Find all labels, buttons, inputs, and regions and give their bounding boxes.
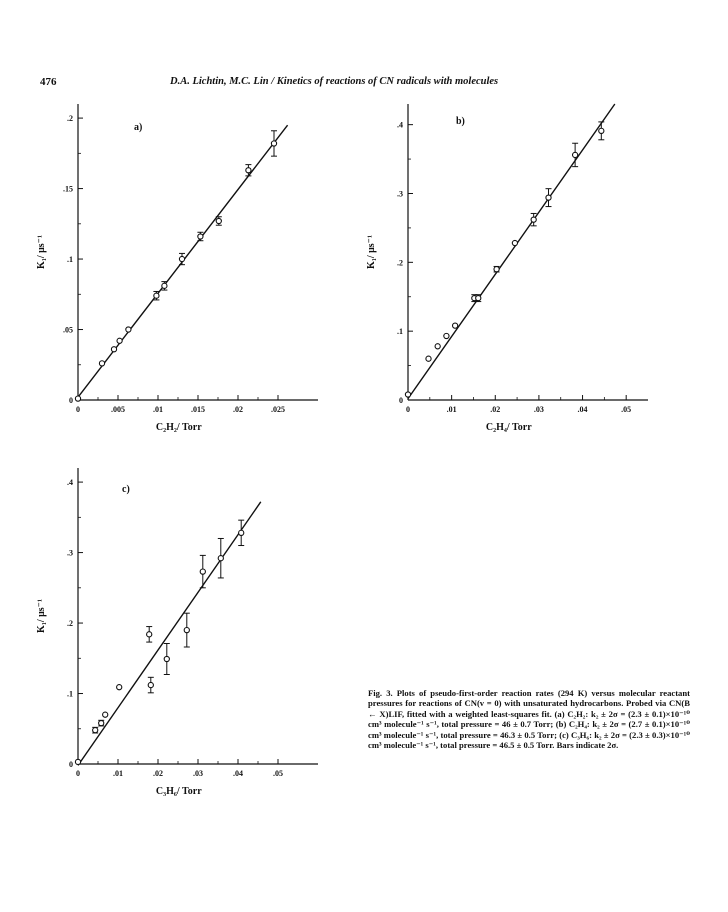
x-tick-label: .015 bbox=[191, 405, 205, 414]
data-point bbox=[93, 728, 98, 733]
x-tick-label: .01 bbox=[113, 769, 123, 778]
data-point bbox=[453, 323, 458, 328]
data-point bbox=[198, 234, 203, 239]
y-tick-label: 0 bbox=[69, 396, 73, 405]
data-point bbox=[103, 712, 108, 717]
x-tick-label: .01 bbox=[446, 405, 457, 414]
data-point bbox=[179, 256, 184, 261]
x-tick-label: .02 bbox=[490, 405, 501, 414]
data-point bbox=[117, 685, 122, 690]
data-point bbox=[512, 240, 517, 245]
x-tick-label: 0 bbox=[406, 405, 410, 414]
y-axis-label: K₁/ μs⁻¹ bbox=[36, 599, 47, 633]
x-tick-label: 0 bbox=[76, 769, 80, 778]
y-tick-label: .2 bbox=[67, 619, 73, 629]
data-point bbox=[117, 338, 122, 343]
data-point bbox=[546, 195, 551, 200]
data-point bbox=[599, 128, 604, 133]
data-point bbox=[147, 632, 152, 637]
data-point bbox=[184, 627, 189, 632]
x-tick-label: .04 bbox=[233, 769, 243, 778]
data-point bbox=[494, 267, 499, 272]
data-point bbox=[218, 556, 223, 561]
y-tick-label: 0 bbox=[399, 396, 403, 405]
panel-label: a) bbox=[134, 122, 143, 133]
x-tick-label: .02 bbox=[233, 405, 243, 414]
panel-label: c) bbox=[122, 484, 130, 495]
chart-a-c2h2 bbox=[36, 96, 336, 436]
x-tick-label: .03 bbox=[533, 405, 544, 414]
fit-line bbox=[78, 502, 261, 766]
data-point bbox=[162, 283, 167, 288]
y-tick-label: .4 bbox=[67, 478, 73, 488]
y-tick-label: .3 bbox=[67, 548, 73, 558]
data-point bbox=[99, 721, 104, 726]
data-point bbox=[216, 218, 221, 223]
y-tick-label: .2 bbox=[397, 258, 403, 268]
y-tick-label: .3 bbox=[397, 189, 403, 199]
data-point bbox=[154, 293, 159, 298]
data-point bbox=[246, 168, 251, 173]
x-tick-label: .04 bbox=[577, 405, 588, 414]
data-point bbox=[239, 530, 244, 535]
data-point bbox=[476, 296, 481, 301]
y-tick-label: .1 bbox=[397, 327, 403, 337]
data-point bbox=[444, 333, 449, 338]
data-point bbox=[111, 347, 116, 352]
y-tick-label: .4 bbox=[397, 120, 403, 130]
chart-b-c2h4 bbox=[360, 96, 660, 436]
data-point bbox=[531, 217, 536, 222]
y-tick-label: .2 bbox=[67, 114, 73, 124]
y-tick-label: .1 bbox=[67, 689, 73, 699]
fit-line bbox=[408, 104, 615, 399]
running-head: D.A. Lichtin, M.C. Lin / Kinetics of reactions of CN radicals with molecules bbox=[170, 76, 499, 87]
y-tick-label: .1 bbox=[67, 255, 73, 265]
data-point bbox=[426, 356, 431, 361]
data-point bbox=[405, 392, 410, 397]
x-axis-label: C₃H₆/ Torr bbox=[155, 786, 202, 797]
y-tick-label: 0 bbox=[69, 760, 73, 769]
page-number: 476 bbox=[40, 76, 57, 88]
data-point bbox=[164, 656, 169, 661]
figure-caption: Fig. 3. Plots of pseudo-first-order reaction rates (294 K) versus molecular reactant pressures for reactions of CN(v = 0) with unsaturated hydrocarbons. Probed via CN(B ← X)LIF, fitted with a weighted least-squares fit. (a) C₂H₂: k₂ ± 2σ = (2.3 ± 0.1)×10⁻¹⁰ cm³ molecule⁻¹ s⁻¹, total pressure = 46 ± 0.7 Torr; (b) C₂H₄: k₂ ± 2σ = (2.7 ± 0.1)×10⁻¹⁰ cm³ molecule⁻¹ s⁻¹, total pressure = 46.3 ± 0.5 Torr; (c) C₃H₆: k₂ ± 2σ = (2.3 ± 0.3)×10⁻¹⁰ cm³ molecule⁻¹ s⁻¹, total pressure = 46.5 ± 0.5 Torr. Bars indicate 2σ. bbox=[368, 688, 690, 751]
x-tick-label: .05 bbox=[621, 405, 632, 414]
y-axis-label: K₁/ μs⁻¹ bbox=[36, 235, 47, 269]
y-axis-label: K₁/ μs⁻¹ bbox=[366, 235, 377, 269]
data-point bbox=[435, 344, 440, 349]
x-tick-label: .03 bbox=[193, 769, 203, 778]
y-tick-label: .05 bbox=[63, 325, 73, 335]
chart-c-c3h6 bbox=[36, 460, 336, 805]
x-axis-label: C₂H₂/ Torr bbox=[155, 422, 202, 433]
x-tick-label: .02 bbox=[153, 769, 163, 778]
data-point bbox=[75, 396, 80, 401]
x-axis-label: C₂H₄/ Torr bbox=[485, 422, 532, 433]
data-point bbox=[271, 141, 276, 146]
x-tick-label: .01 bbox=[153, 405, 163, 414]
data-point bbox=[75, 759, 80, 764]
x-tick-label: .005 bbox=[111, 405, 125, 414]
data-point bbox=[573, 152, 578, 157]
data-point bbox=[148, 682, 153, 687]
y-tick-label: .15 bbox=[63, 184, 73, 194]
data-point bbox=[200, 569, 205, 574]
data-point bbox=[99, 361, 104, 366]
data-point bbox=[126, 327, 131, 332]
x-tick-label: .05 bbox=[273, 769, 283, 778]
x-tick-label: .025 bbox=[271, 405, 285, 414]
x-tick-label: 0 bbox=[76, 405, 80, 414]
panel-label: b) bbox=[456, 116, 465, 127]
